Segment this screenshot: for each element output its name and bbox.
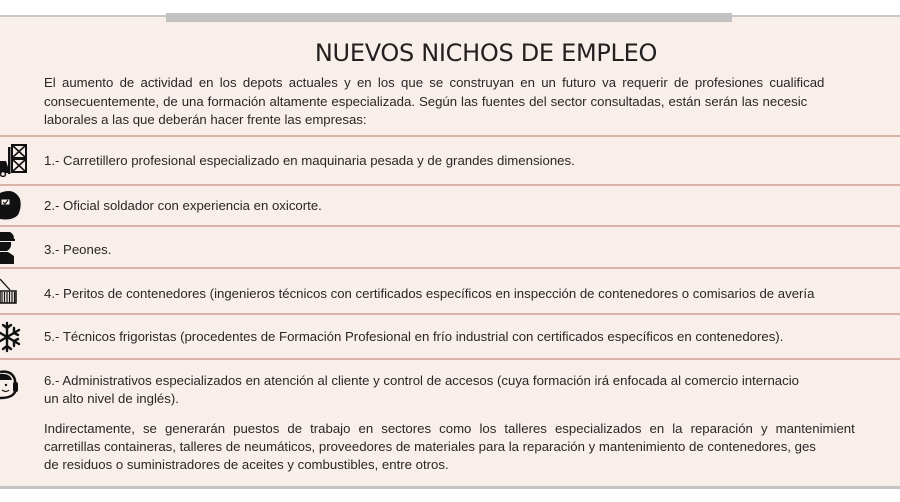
- intro-line: consecuentemente, de una formación altamente especializada. Según las fuentes del sector consultadas, están serán las necesic: [44, 93, 808, 109]
- container-inspection-icon: [0, 273, 30, 307]
- outro-line: carretillas containeras, talleres de neumáticos, proveedores de materiales para la reparación y mantenimiento de contenedores, ges: [44, 439, 816, 454]
- item-text: 6.- Administrativos especializados en atención al cliente y control de accesos (cuya formación irá enfocada al comercio internacio: [44, 373, 800, 388]
- intro-paragraph: [44, 74, 900, 130]
- item-text: un alto nivel de inglés).: [44, 391, 179, 406]
- list-item: [0, 315, 900, 359]
- outro-line: de residuos o suministradores de aceites y combustibles, entre otros.: [44, 457, 449, 472]
- item-text: 4.- Peritos de contenedores (ingenieros técnicos con certificados específicos en inspección de contenedores o comisarios de avería: [44, 286, 815, 301]
- intro-line: El aumento de actividad en los depots actuales y en los que se construyan en un futuro va requerir de profesiones cualificad: [44, 75, 825, 90]
- bottom-frame-rule: [0, 486, 900, 489]
- list-item: [0, 269, 900, 314]
- item-text: 1.- Carretillero profesional especializado en maquinaria pesada y de grandes dimensiones.: [44, 153, 575, 168]
- top-frame-tab: [166, 13, 732, 22]
- worker-hardhat-icon: [0, 230, 30, 264]
- page-title-text: NUEVOS NICHOS DE EMPLEO: [314, 39, 658, 67]
- list-item: [0, 137, 900, 185]
- intro-line: laborales a las que deberán hacer frente las empresas:: [44, 112, 367, 127]
- headset-operator-icon: [0, 368, 30, 402]
- list-item: [0, 360, 900, 416]
- item-text: 3.- Peones.: [44, 242, 112, 257]
- item-text: 5.- Técnicos frigoristas (procedentes de Formación Profesional en frío industrial con certificados específicos en contenedores).: [44, 329, 784, 344]
- list-item: [0, 186, 900, 226]
- page-title: [0, 38, 900, 68]
- forklift-icon: [0, 143, 30, 177]
- welder-mask-icon: [0, 189, 30, 223]
- item-text: 2.- Oficial soldador con experiencia en oxicorte.: [44, 198, 322, 213]
- snowflake-icon: [0, 320, 30, 354]
- outro-line: Indirectamente, se generarán puestos de trabajo en sectores como los talleres especializados en la reparación y mantenimient: [44, 421, 855, 436]
- list-item: [0, 227, 900, 268]
- outro-paragraph: [44, 420, 900, 474]
